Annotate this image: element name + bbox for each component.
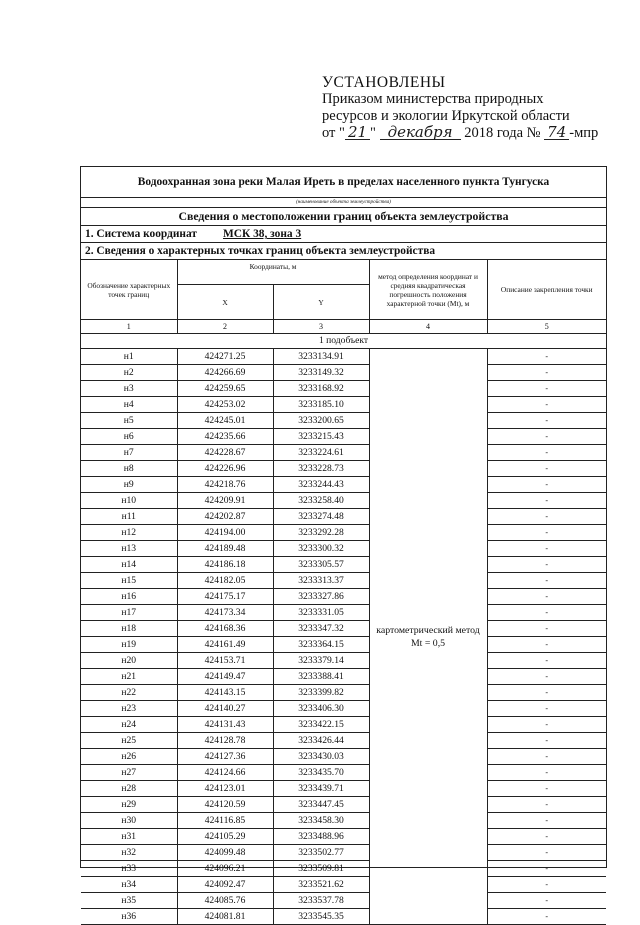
point-x: 424253.02 [177, 397, 273, 413]
point-x: 424131.43 [177, 717, 273, 733]
point-x: 424245.01 [177, 413, 273, 429]
approval-from-prefix: от " [322, 125, 345, 141]
point-description: - [487, 573, 606, 589]
point-y: 3233185.10 [273, 397, 369, 413]
table-row [81, 749, 606, 765]
point-y: 3233168.92 [273, 381, 369, 397]
point-y: 3233327.86 [273, 589, 369, 605]
point-x: 424182.05 [177, 573, 273, 589]
point-x: 424096.21 [177, 861, 273, 877]
approval-quote-close: " [370, 125, 376, 141]
point-y: 3233258.40 [273, 493, 369, 509]
table-row [81, 381, 606, 397]
point-x: 424175.17 [177, 589, 273, 605]
header-x: X [177, 285, 273, 320]
point-id: н36 [81, 909, 177, 925]
point-description: - [487, 413, 606, 429]
column-number: 4 [369, 320, 487, 334]
point-id: н26 [81, 749, 177, 765]
point-y: 3233447.45 [273, 797, 369, 813]
point-id: н2 [81, 365, 177, 381]
point-id: н20 [81, 653, 177, 669]
point-description: - [487, 461, 606, 477]
point-x: 424271.25 [177, 349, 273, 365]
point-x: 424194.00 [177, 525, 273, 541]
point-x: 424259.65 [177, 381, 273, 397]
approval-date-line [322, 125, 622, 142]
object-title: Водоохранная зона реки Малая Иреть в пределах населенного пункта Тунгуска [81, 167, 606, 198]
table-row [81, 541, 606, 557]
point-description: - [487, 557, 606, 573]
point-y: 3233215.43 [273, 429, 369, 445]
coordinate-system-label: 1. Система координат [85, 228, 197, 240]
point-x: 424226.96 [177, 461, 273, 477]
point-x: 424140.27 [177, 701, 273, 717]
column-number: 1 [81, 320, 177, 334]
point-y: 3233521.62 [273, 877, 369, 893]
points-section-title: 2. Сведения о характерных точках границ объекта землеустройства [81, 243, 606, 260]
column-number: 3 [273, 320, 369, 334]
table-row [81, 669, 606, 685]
table-row [81, 861, 606, 877]
point-y: 3233244.43 [273, 477, 369, 493]
table-row [81, 909, 606, 925]
point-id: н15 [81, 573, 177, 589]
point-y: 3233426.44 [273, 733, 369, 749]
point-y: 3233305.57 [273, 557, 369, 573]
point-y: 3233388.41 [273, 669, 369, 685]
point-id: н21 [81, 669, 177, 685]
point-x: 424081.81 [177, 909, 273, 925]
subobject-title: 1 подобъект [81, 334, 606, 349]
table-row [81, 797, 606, 813]
approval-year: 2018 года № [464, 125, 541, 141]
table-row [81, 653, 606, 669]
point-y: 3233364.15 [273, 637, 369, 653]
table-row [81, 365, 606, 381]
table-row [81, 445, 606, 461]
table-row [81, 413, 606, 429]
table-row [81, 829, 606, 845]
table-row [81, 477, 606, 493]
point-id: н31 [81, 829, 177, 845]
header-coordinates: Координаты, м [177, 260, 369, 285]
point-y: 3233347.32 [273, 621, 369, 637]
table-row [81, 429, 606, 445]
point-y: 3233422.15 [273, 717, 369, 733]
point-id: н35 [81, 893, 177, 909]
point-id: н13 [81, 541, 177, 557]
point-id: н11 [81, 509, 177, 525]
point-y: 3233224.61 [273, 445, 369, 461]
point-description: - [487, 525, 606, 541]
point-description: - [487, 653, 606, 669]
point-y: 3233379.14 [273, 653, 369, 669]
point-description: - [487, 893, 606, 909]
point-id: н32 [81, 845, 177, 861]
point-description: - [487, 669, 606, 685]
table-row [81, 621, 606, 637]
coordinate-system-row [81, 226, 606, 243]
point-id: н25 [81, 733, 177, 749]
point-description: - [487, 749, 606, 765]
point-description: - [487, 845, 606, 861]
table-row [81, 717, 606, 733]
point-y: 3233313.37 [273, 573, 369, 589]
point-y: 3233458.30 [273, 813, 369, 829]
point-description: - [487, 509, 606, 525]
point-description: - [487, 717, 606, 733]
point-y: 3233488.96 [273, 829, 369, 845]
point-y: 3233300.32 [273, 541, 369, 557]
point-id: н18 [81, 621, 177, 637]
table-row [81, 461, 606, 477]
point-x: 424120.59 [177, 797, 273, 813]
point-y: 3233502.77 [273, 845, 369, 861]
approval-month: декабря [380, 125, 461, 140]
point-x: 424168.36 [177, 621, 273, 637]
points-table [81, 260, 606, 925]
point-x: 424218.76 [177, 477, 273, 493]
point-description: - [487, 365, 606, 381]
table-row [81, 781, 606, 797]
point-x: 424116.85 [177, 813, 273, 829]
point-x: 424143.15 [177, 685, 273, 701]
point-y: 3233430.03 [273, 749, 369, 765]
point-id: н30 [81, 813, 177, 829]
table-row [81, 509, 606, 525]
point-description: - [487, 349, 606, 365]
table-row [81, 813, 606, 829]
column-number: 2 [177, 320, 273, 334]
point-x: 424123.01 [177, 781, 273, 797]
point-description: - [487, 829, 606, 845]
point-id: н7 [81, 445, 177, 461]
point-y: 3233399.82 [273, 685, 369, 701]
point-y: 3233274.48 [273, 509, 369, 525]
point-description: - [487, 685, 606, 701]
point-x: 424092.47 [177, 877, 273, 893]
object-note: (наименование объекта землеустройства) [81, 198, 606, 208]
point-description: - [487, 861, 606, 877]
section-title: Сведения о местоположении границ объекта землеустройства [81, 208, 606, 226]
table-row [81, 525, 606, 541]
point-description: - [487, 797, 606, 813]
point-x: 424128.78 [177, 733, 273, 749]
point-description: - [487, 733, 606, 749]
point-description: - [487, 813, 606, 829]
point-id: н24 [81, 717, 177, 733]
table-row [81, 557, 606, 573]
point-id: н34 [81, 877, 177, 893]
table-row [81, 701, 606, 717]
header-y: Y [273, 285, 369, 320]
approval-stamp [322, 74, 622, 142]
point-id: н9 [81, 477, 177, 493]
coordinate-system-value: МСК 38, зона 3 [222, 228, 302, 240]
approval-suffix: -мпр [569, 125, 599, 141]
point-x: 424228.67 [177, 445, 273, 461]
point-description: - [487, 701, 606, 717]
table-row [81, 349, 606, 365]
point-description: - [487, 781, 606, 797]
point-x: 424105.29 [177, 829, 273, 845]
point-y: 3233331.05 [273, 605, 369, 621]
point-y: 3233545.35 [273, 909, 369, 925]
point-x: 424189.48 [177, 541, 273, 557]
point-y: 3233200.65 [273, 413, 369, 429]
point-id: н1 [81, 349, 177, 365]
point-description: - [487, 541, 606, 557]
point-description: - [487, 493, 606, 509]
approval-line-2: ресурсов и экологии Иркутской области [322, 108, 570, 124]
point-id: н12 [81, 525, 177, 541]
point-id: н8 [81, 461, 177, 477]
header-designation: Обозначение характерных точек границ [81, 260, 177, 320]
approval-day: 21 [345, 125, 370, 140]
table-row [81, 605, 606, 621]
point-id: н28 [81, 781, 177, 797]
approval-line-1: Приказом министерства природных [322, 91, 544, 107]
point-id: н33 [81, 861, 177, 877]
point-x: 424202.87 [177, 509, 273, 525]
point-description: - [487, 637, 606, 653]
table-row [81, 845, 606, 861]
points-table-body [81, 349, 606, 925]
point-description: - [487, 477, 606, 493]
column-number: 5 [487, 320, 606, 334]
point-y: 3233509.81 [273, 861, 369, 877]
table-row [81, 637, 606, 653]
point-id: н3 [81, 381, 177, 397]
point-description: - [487, 397, 606, 413]
point-description: - [487, 765, 606, 781]
table-row [81, 397, 606, 413]
point-description: - [487, 909, 606, 925]
point-description: - [487, 621, 606, 637]
point-id: н16 [81, 589, 177, 605]
approval-number: 74 [544, 125, 569, 140]
point-y: 3233537.78 [273, 893, 369, 909]
point-x: 424266.69 [177, 365, 273, 381]
point-description: - [487, 429, 606, 445]
point-id: н22 [81, 685, 177, 701]
point-y: 3233228.73 [273, 461, 369, 477]
point-y: 3233435.70 [273, 765, 369, 781]
boundary-sheet [80, 166, 607, 922]
point-description: - [487, 589, 606, 605]
point-x: 424173.34 [177, 605, 273, 621]
point-x: 424124.66 [177, 765, 273, 781]
point-id: н27 [81, 765, 177, 781]
point-x: 424209.91 [177, 493, 273, 509]
table-row [81, 893, 606, 909]
point-id: н23 [81, 701, 177, 717]
point-x: 424186.18 [177, 557, 273, 573]
approval-title: УСТАНОВЛЕНЫ [322, 74, 446, 91]
point-y: 3233406.30 [273, 701, 369, 717]
point-x: 424149.47 [177, 669, 273, 685]
point-x: 424085.76 [177, 893, 273, 909]
table-row [81, 493, 606, 509]
point-y: 3233149.32 [273, 365, 369, 381]
point-id: н10 [81, 493, 177, 509]
point-y: 3233134.91 [273, 349, 369, 365]
point-y: 3233292.28 [273, 525, 369, 541]
point-id: н14 [81, 557, 177, 573]
point-x: 424099.48 [177, 845, 273, 861]
point-description: - [487, 605, 606, 621]
point-id: н17 [81, 605, 177, 621]
point-description: - [487, 381, 606, 397]
table-row [81, 573, 606, 589]
table-row [81, 765, 606, 781]
point-description: - [487, 877, 606, 893]
point-x: 424127.36 [177, 749, 273, 765]
point-id: н6 [81, 429, 177, 445]
point-y: 3233439.71 [273, 781, 369, 797]
point-id: н4 [81, 397, 177, 413]
table-row [81, 589, 606, 605]
point-x: 424153.71 [177, 653, 273, 669]
table-row [81, 733, 606, 749]
table-row [81, 877, 606, 893]
table-row [81, 685, 606, 701]
method-cell: картометрический метод Mt = 0,5 [369, 349, 487, 925]
point-x: 424161.49 [177, 637, 273, 653]
header-method: метод определения координат и средняя квадратическая погрешность положения характерной точки (Mt), м [369, 260, 487, 320]
point-id: н29 [81, 797, 177, 813]
point-id: н5 [81, 413, 177, 429]
point-x: 424235.66 [177, 429, 273, 445]
point-description: - [487, 445, 606, 461]
header-description: Описание закрепления точки [487, 260, 606, 320]
point-id: н19 [81, 637, 177, 653]
